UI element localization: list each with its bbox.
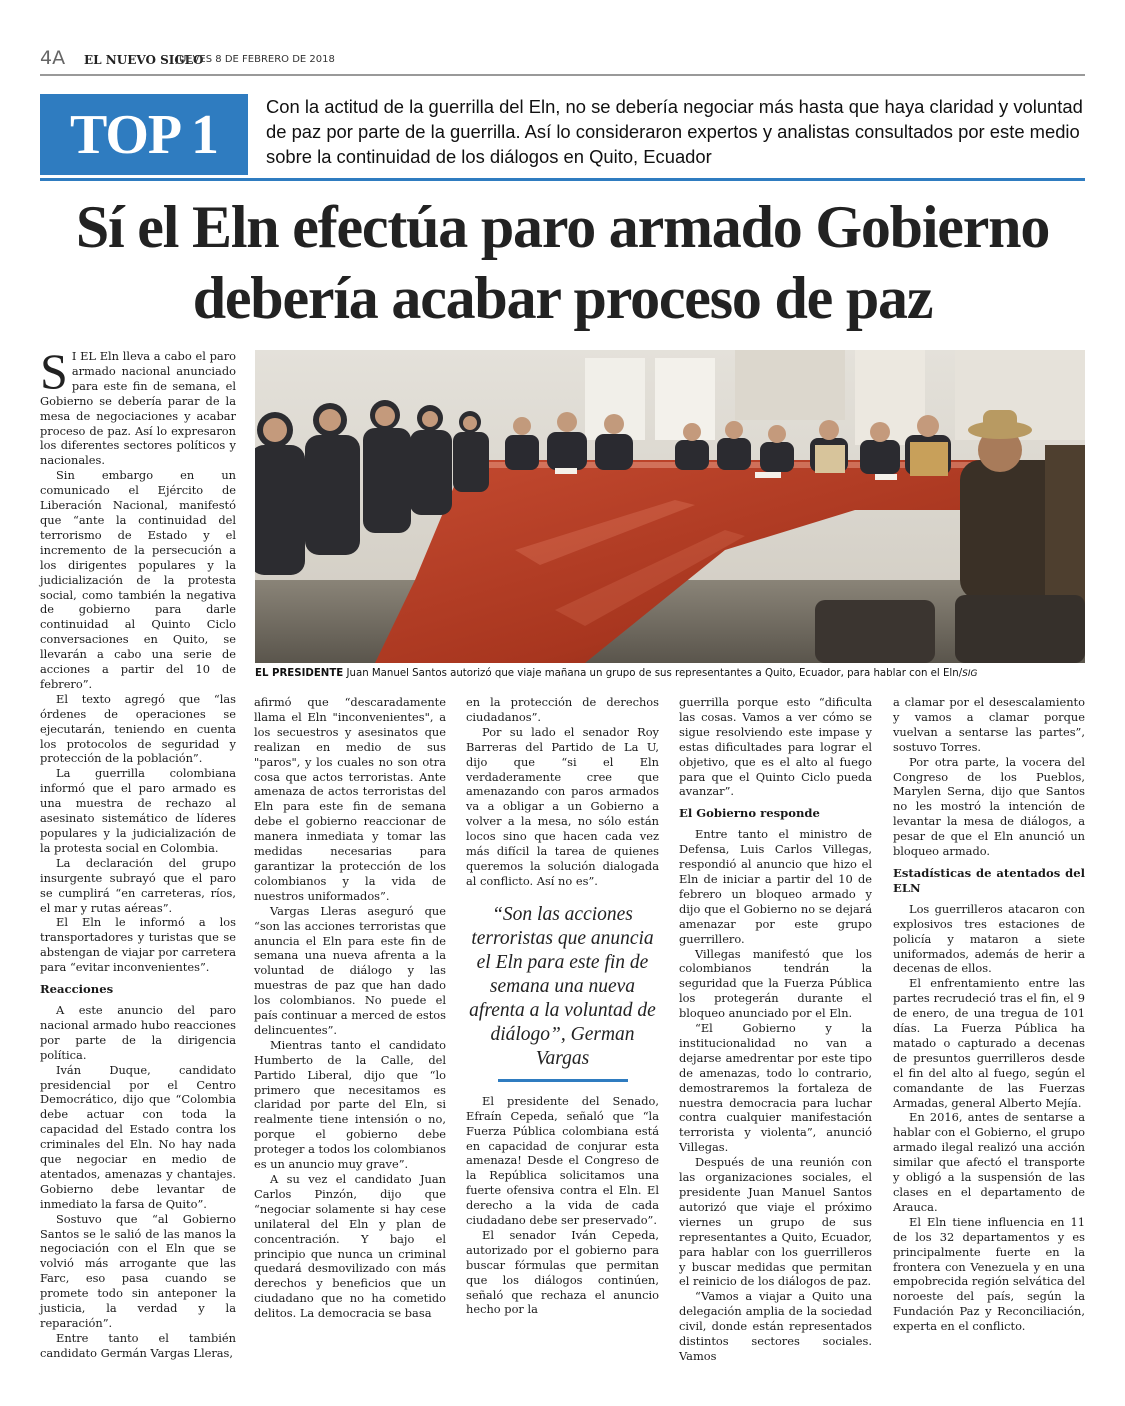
- paragraph: Villegas manifestó que los colombianos tendrán la seguridad que la Fuerza Pública los protegerán durante el bloqueo anunciado por el Eln.: [679, 946, 872, 1021]
- paragraph: Vargas Lleras aseguró que “son las acciones terroristas que anuncia el Eln para este fin de semana una nueva afrenta a la voluntad de diálogo y las muestras de paz que han dado los colombianos. No puede el país continuar a merced de estos delincuentes”.: [254, 903, 446, 1037]
- paragraph-text: I EL Eln lleva a cabo el paro armado nacional anunciado para este fin de semana, el Gobierno se debería parar de la mesa de negociaciones y acabar proceso de paz. Así lo expresaron los diferentes sectores políticos y nacionales.: [40, 349, 236, 468]
- drop-cap: S: [40, 343, 68, 399]
- photo-credit: SIG: [962, 669, 978, 679]
- paragraph: Los guerrilleros atacaron con explosivos tres estaciones de policía y mataron a siete uniformados, además de herir a decenas de ellos.: [893, 901, 1085, 976]
- top-label-box: [40, 94, 248, 175]
- pull-quote: [466, 903, 659, 1082]
- top-label: TOP 1: [69, 103, 218, 166]
- issue-date: JUEVES 8 DE FEBRERO DE 2018: [176, 54, 335, 65]
- paragraph: A su vez el candidato Juan Carlos Pinzón, dijo que “negociar solamente si hay cese unilateral del Eln y plan de concentración. Y bajo el principio que nunca un criminal quedará desmovilizado con más derechos y beneficios que un ciudadano que no ha cometido delitos. La democracia se basa: [254, 1172, 446, 1321]
- page-header: [40, 47, 1085, 76]
- caption-text: Juan Manuel Santos autorizó que viaje mañana un grupo de sus representantes a Quito, Ecuador, para hablar con el Eln/: [343, 668, 963, 679]
- top-band: [40, 94, 1085, 181]
- paragraph: La guerrilla colombiana informó que el paro armado es una muestra de rechazo al asesinato sistemático de líderes populares y la judicialización de la protesta social en Colombia.: [40, 766, 236, 855]
- page-number: 4A: [40, 47, 66, 69]
- paragraph: El presidente del Senado, Efraín Cepeda, señaló que “la Fuerza Pública colombiana está en capacidad de conjurar esta amenaza! Desde el Congreso de la República solicitamos una fuerte ofensiva contra el Eln. El derecho a la vida de cada ciudadano debe ser preservado”.: [466, 1093, 659, 1228]
- pull-quote-text: “Son las acciones terroristas que anuncia el Eln para este fin de semana una nueva afrenta a la voluntad de diálogo”, German Vargas: [469, 903, 656, 1069]
- paragraph: El senador Iván Cepeda, autorizado por el gobierno para buscar fórmulas que permitan que los diálogos continúen, señaló que rechaza el anuncio hecho por la: [466, 1227, 659, 1317]
- paragraph: Después de una reunión con las organizaciones sociales, el presidente Juan Manuel Santos autorizó que viaje el próximo viernes un grupo de sus representantes a Quito, Ecuador, para hablar con los guerrilleros y buscar medidas que permitan el reinicio de los diálogos de paz.: [679, 1155, 872, 1289]
- top-deck: Con la actitud de la guerrilla del Eln, no se debería negociar más hasta que haya claridad y voluntad de paz por parte de la guerrilla. Así lo consideraron expertos y analistas consultados por este medio sobre la continuidad de los diálogos en Quito, Ecuador: [266, 96, 1083, 167]
- meeting-photo: [255, 350, 1085, 663]
- paragraph: Por su lado el senador Roy Barreras del Partido de La U, dijo que “si el Eln verdaderamente cree que amenazando con paros armados va a obligar a un Gobierno a volver a la mesa, no sólo están locos sino que hacen cada vez más difícil la tarea de quienes queremos la solución dialogada al conflicto. Así no es”.: [466, 724, 659, 888]
- subhead-reacciones: Reacciones: [40, 982, 114, 997]
- meeting-photo-illustration: [255, 350, 1085, 663]
- photo-caption: [255, 668, 1085, 679]
- paragraph: Entre tanto el también candidato Germán Vargas Lleras,: [40, 1330, 236, 1360]
- paragraph: a clamar por el desescalamiento y vamos a clamar porque vuelvan a sentarse las partes”, sostuvo Torres.: [893, 695, 1085, 754]
- pull-quote-rule: [498, 1079, 628, 1082]
- paragraph: Mientras tanto el candidato Humberto de la Calle, del Partido Liberal, dijo que “lo primero que necesitamos es claridad por parte del Eln, si realmente tiene intensión o no, porque el gobierno debe proteger a todos los colombianos es un anuncio muy grave”.: [254, 1037, 446, 1172]
- paragraph: Iván Duque, candidato presidencial por el Centro Democrático, dijo que “Colombia debe actuar con toda la capacidad del Estado contra los criminales del Eln. No hay nada que negociar en medio de atentados, amenazas y chantajes. Gobierno debe levantar de inmediato la farsa de Quito”.: [40, 1062, 236, 1211]
- paragraph: Sostuvo que “al Gobierno Santos se le salió de las manos la negociación con el Eln que se volvió más arrogante que las Farc, eso pasa cuando se promete todo sin anteponer la justicia, la verdad y la reparación”.: [40, 1211, 236, 1330]
- headline: Sí el Eln efectúa paro armado Gobierno debería acabar proceso de paz: [75, 194, 1050, 331]
- paragraph: “Vamos a viajar a Quito una delegación amplia de la sociedad civil, donde están representados distintos sectores sociales. Vamos: [679, 1289, 872, 1363]
- article-column-4: [679, 695, 872, 1364]
- article-column-5: [893, 695, 1085, 1334]
- caption-lead: EL PRESIDENTE: [255, 668, 344, 679]
- article-column-1: [40, 343, 236, 1361]
- paragraph: El enfrentamiento entre las partes recrudeció tras el fin, el 9 de enero, de una tregua de 101 días. La Fuerza Pública ha matado o capturado a decenas de presuntos guerrilleros desde el fin del alto al fuego, según el comandante de las Fuerzas Armadas, general Alberto Mejía.: [893, 976, 1085, 1110]
- paragraph: en la protección de derechos ciudadanos”.: [466, 695, 659, 724]
- masthead: EL NUEVO SIGLO: [84, 53, 204, 67]
- subhead-estadisticas: Estadísticas de atentados del ELN: [893, 865, 1085, 895]
- paragraph: El texto agregó que “las órdenes de operaciones se ejecutarán, teniendo en cuenta los protocolos de seguridad y protección de la población”.: [40, 691, 236, 766]
- paragraph: Sin embargo en un comunicado el Ejército de Liberación Nacional, manifestó que “ante la continuidad del terrorismo de Estado y el incremento de la persecución a los dirigentes populares y la judicialización de la protesta social, como también la negativa de gobierno para darle continuidad al Quinto Ciclo conversaciones en Quito, se llevarán a cabo una serie de acciones a partir del 10 de febrero”.: [40, 468, 236, 691]
- paragraph: guerrilla porque esto “dificulta las cosas. Vamos a ver cómo se sigue resolviendo este impase y estas dificultades para lograr el objetivo, que es el alto al fuego para que el Quinto Ciclo pueda avanzar”.: [679, 695, 872, 799]
- paragraph: A este anuncio del paro nacional armado hubo reacciones por parte de la dirigencia política.: [40, 1002, 236, 1062]
- paragraph: “El Gobierno y la institucionalidad no van a dejarse amedrentar por este tipo de amenazas, todo lo contrario, demostraremos la fortaleza de nuestra democracia para luchar contra cualquier manifestación terrorista y violenta”, anunció Villegas.: [679, 1021, 872, 1155]
- paragraph: Entre tanto el ministro de Defensa, Luis Carlos Villegas, respondió al anuncio que hizo el Eln de iniciar a partir del 10 de febrero un bloqueo armado y dijo que el Gobierno no se dejará amenazar por este grupo guerrillero.: [679, 827, 872, 946]
- paragraph: El Eln tiene influencia en 11 de los 32 departamentos y es principalmente fuerte en la frontera con Venezuela y en una empobrecida región selvática del noroeste del país, según la Fundación Paz y Reconciliación, experta en el conflicto.: [893, 1214, 1085, 1334]
- paragraph: En 2016, antes de sentarse a hablar con el Gobierno, el grupo armado ilegal realizó una acción similar que afectó el transporte y obligó a la suspensión de las clases en el departamento de Arauca.: [893, 1110, 1085, 1214]
- subhead-gobierno-responde: El Gobierno responde: [679, 806, 820, 821]
- paragraph: El Eln le informó a los transportadores y turistas que se abstengan de viajar por carretera para “evitar inconvenientes”.: [40, 915, 236, 975]
- paragraph: Por otra parte, la vocera del Congreso de los Pueblos, Marylen Serna, dijo que Santos no les mostró la intención de levantar la mesa de diálogos, a pesar de que el Eln anunció un bloqueo armado.: [893, 754, 1085, 859]
- paragraph: La declaración del grupo insurgente subrayó que el paro se cumplirá “en carreteras, ríos, el mar y rutas aéreas”.: [40, 855, 236, 915]
- article-column-2: [254, 695, 446, 1321]
- article-column-3: [466, 695, 659, 1317]
- paragraph: afirmó que “descaradamente llama el Eln "inconvenientes", a los secuestros y asesinatos que realizan en medio de sus "paros", y los cuales no son otra cosa que actos terroristas. Ante amenaza de actos terroristas del Eln para este fin de semana debe el gobierno reaccionar de manera inmediata y tomar las medidas necesarias para garantizar la protección de los colombianos y la vida de nuestros uniformados”.: [254, 695, 446, 903]
- paragraph: [40, 343, 236, 468]
